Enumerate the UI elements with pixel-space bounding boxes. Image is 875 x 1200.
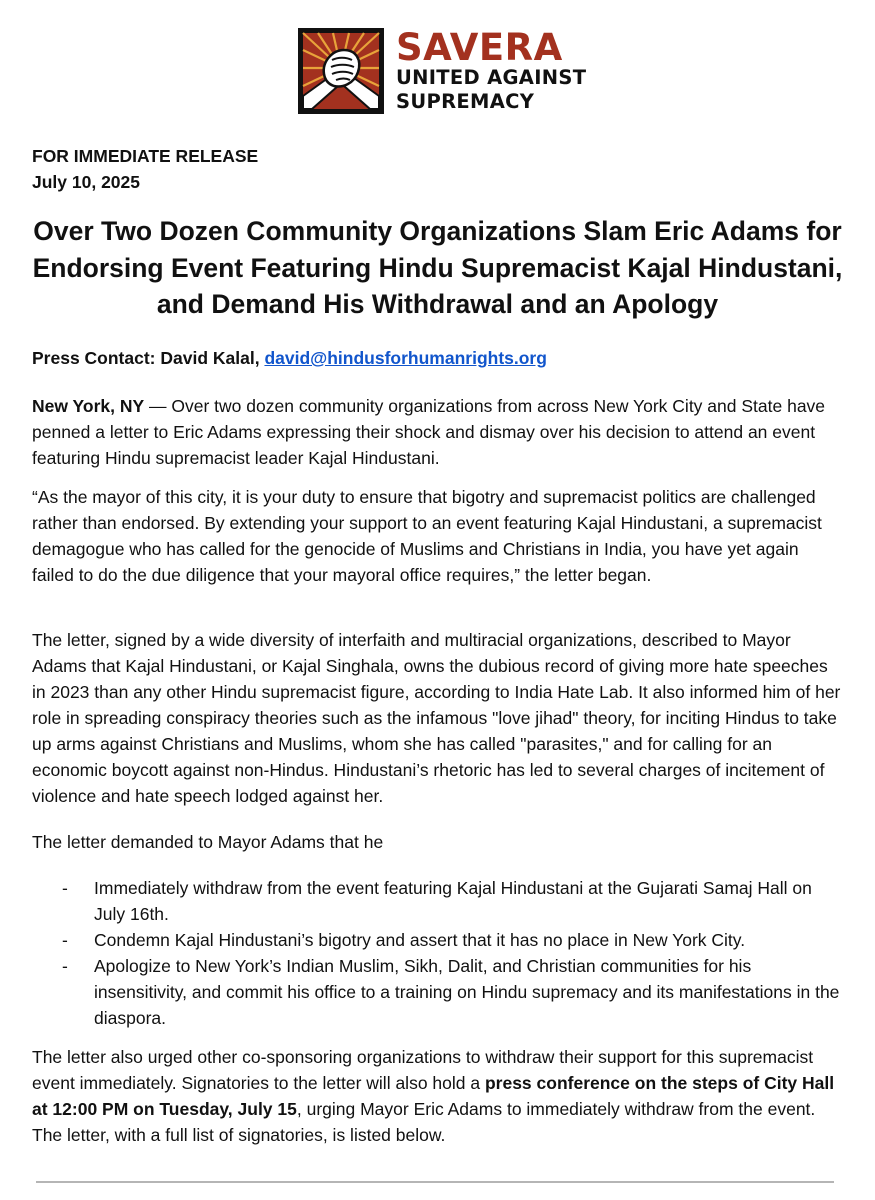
press-conference-details: press conference on the steps of City Hall at 12:00 PM on Tuesday, July 15 [32, 1073, 835, 1119]
bullet-dash: - [62, 878, 68, 898]
dateline-location: New York, NY [32, 396, 145, 416]
paragraph-closing [32, 1044, 844, 1148]
intro-text: — Over two dozen community organizations from across New York City and State have penned a letter to Eric Adams expressing their shock and dismay over his decision to attend an event featuring Hindu supremacist leader Kajal Hindustani. [32, 396, 826, 468]
press-contact-label: Press Contact: David Kalal, [32, 348, 260, 368]
closing-text-start: The letter also urged other co-sponsoring organizations to withdraw their support for this supremacist event immediately. Signatories to the letter will also hold a [32, 1047, 814, 1093]
release-date: July 10, 2025 [32, 172, 140, 192]
logo-brand-name: SAVERA [396, 26, 563, 69]
demand-text: Apologize to New York’s Indian Muslim, Sikh, Dalit, and Christian communities for his insensitivity, and commit his office to a training on Hindu supremacy and its manifestations in the diaspora. [94, 956, 840, 1028]
savera-logo [298, 28, 586, 114]
list-item [32, 875, 844, 927]
bullet-dash: - [62, 930, 68, 950]
paragraph-demands-intro: The letter demanded to Mayor Adams that he [32, 832, 384, 852]
paragraph-letter-description: The letter, signed by a wide diversity of interfaith and multiracial organizations, described to Mayor Adams that Kajal Hindustani, or Kajal Singhala, owns the dubious record of giving more hate speeches in 2023 than any other Hindu supremacist figure, according to India Hate Lab. It also informed him of her role in spreading conspiracy theories such as the infamous "love jihad" theory, for inciting Hindus to take up arms against Christians and Muslims, whom she has called "parasites," and for calling for an economic boycott against non-Hindus. Hindustani’s rhetoric has led to several charges of incitement of violence and hate speech lodged against her. [32, 630, 841, 806]
logo-tagline-line1: UNITED AGAINST [396, 66, 587, 89]
divider [36, 1181, 834, 1183]
clasped-hands-icon [298, 28, 384, 114]
paragraph-letter-quote: “As the mayor of this city, it is your duty to ensure that bigotry and supremacist politics are challenged rather than endorsed. By extending your support to an event featuring Kajal Hindustani, a supremacist demagogue who has called for the genocide of Muslims and Christians in India, you have yet again failed to do the due diligence that your mayoral office requires,” the letter began. [32, 487, 822, 585]
headline: Over Two Dozen Community Organizations Slam Eric Adams for Endorsing Event Featuring Hindu Supremacist Kajal Hindustani, and Demand His Withdrawal and an Apology [32, 216, 843, 319]
demand-text: Immediately withdraw from the event featuring Kajal Hindustani at the Gujarati Samaj Hall on July 16th. [94, 878, 812, 924]
release-label: FOR IMMEDIATE RELEASE [32, 146, 259, 166]
release-info [32, 143, 258, 195]
list-item [32, 927, 844, 953]
paragraph-intro [32, 393, 844, 471]
demand-text: Condemn Kajal Hindustani’s bigotry and assert that it has no place in New York City. [94, 930, 746, 950]
closing-text-end: , urging Mayor Eric Adams to immediately withdraw from the event. The letter, with a full list of signatories, is listed below. [32, 1099, 816, 1145]
press-contact [32, 345, 547, 371]
demands-list [32, 875, 844, 1031]
list-item [32, 953, 844, 1031]
bullet-dash: - [62, 956, 68, 976]
logo-tagline-line2: SUPREMACY [396, 90, 535, 113]
press-contact-email-link[interactable]: david@hindusforhumanrights.org [264, 348, 547, 368]
